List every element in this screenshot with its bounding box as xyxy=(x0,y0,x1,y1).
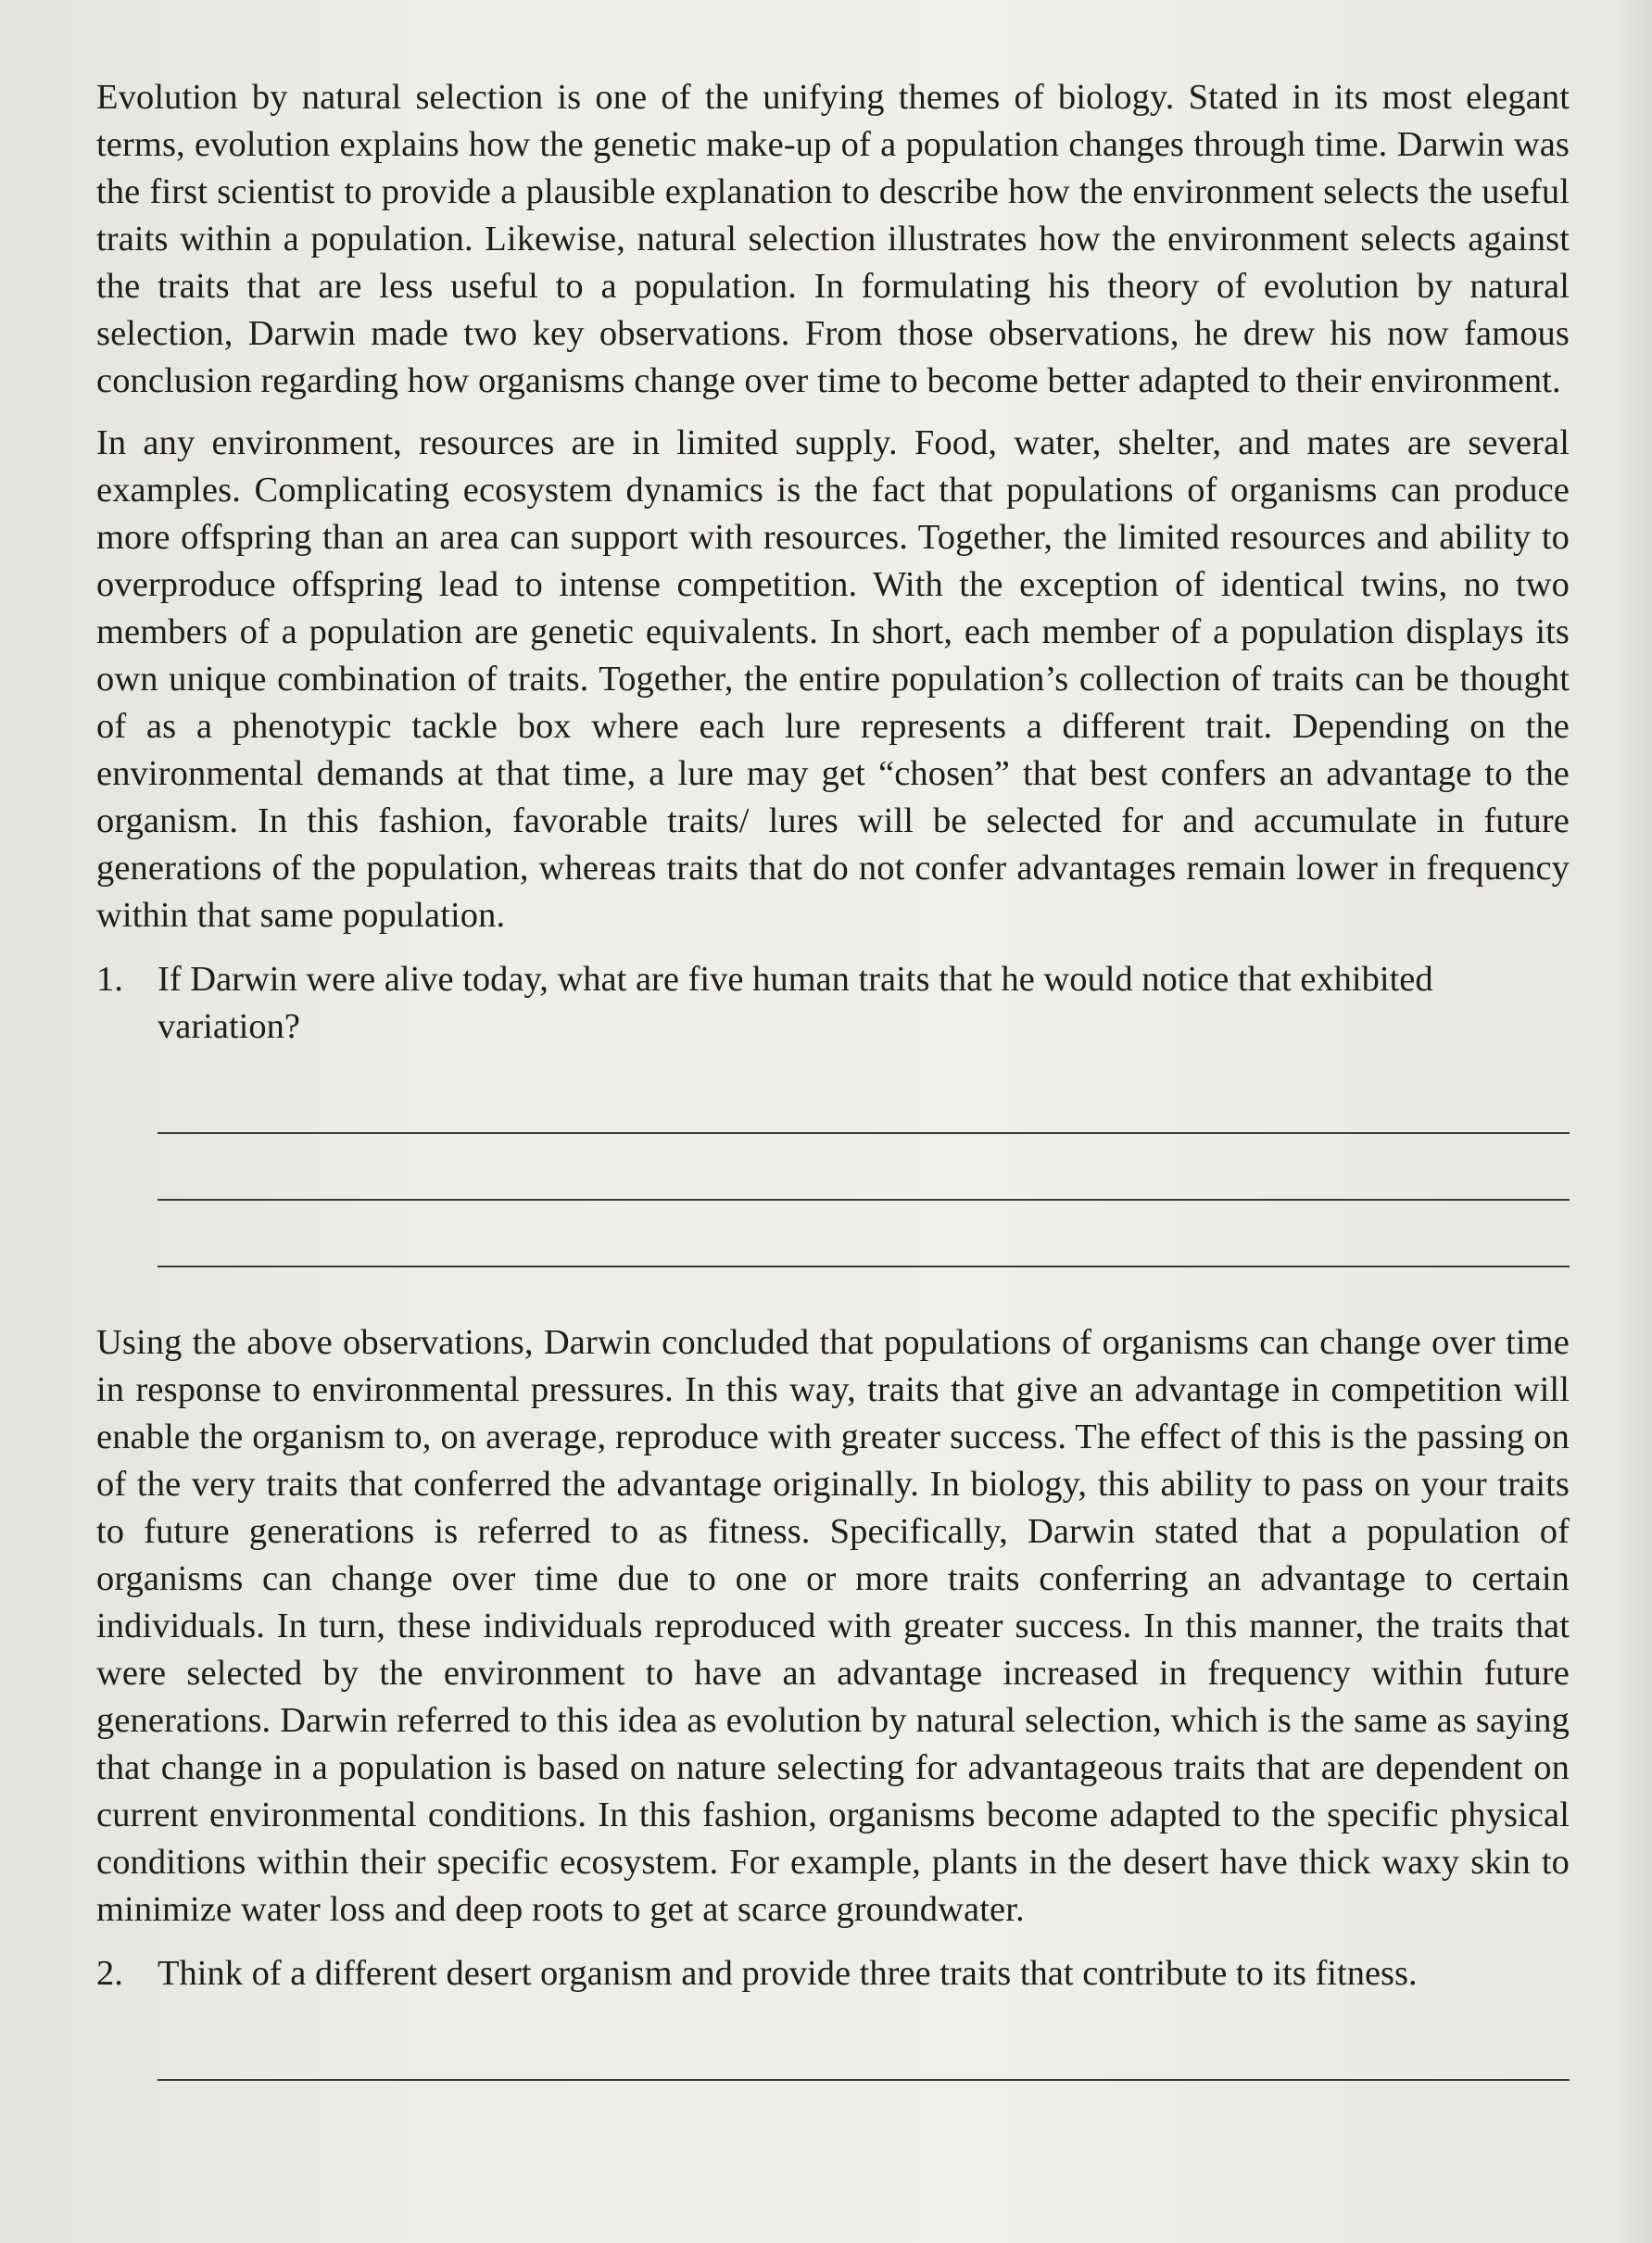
conclusion-paragraph: Using the above observations, Darwin concluded that populations of organisms can change over time in response to environmental pressures. In this way, traits that give an advantage in competition will enable the organism to, on average, reproduce with greater success. The effect of this is the passing on of the very traits that conferred the advantage originally. In biology, this ability to pass on your traits to future generations is referred to as fitness. Specifically, Darwin stated that a population of organisms can change over time due to one or more traits conferring an advantage to certain individuals. In turn, these individuals reproduced with greater success. In this manner, the traits that were selected by the environment to have an advantage increased in frequency within future generations. Darwin referred to this idea as evolution by natural selection, which is the same as saying that change in a population is based on nature selecting for advantageous traits that are dependent on current environmental conditions. In this fashion, organisms become adapted to the specific physical conditions within their specific ecosystem. For example, plants in the desert have thick waxy skin to minimize water loss and deep roots to get at scarce groundwater. xyxy=(96,1323,1570,1929)
worksheet-content xyxy=(96,74,1570,2081)
page-edge-shadow xyxy=(1615,0,1652,2243)
question-1-number: 1. xyxy=(96,960,123,999)
intro-paragraph: Evolution by natural selection is one of the unifying themes of biology. Stated in its most elegant terms, evolution explains how the genetic make-up of a population changes through time. Darwin was the first scientist to provide a plausible explanation to describe how the environment selects the useful traits within a population. Likewise, natural selection illustrates how the environment selects against the traits that are less useful to a population. In formulating his theory of evolution by natural selection, Darwin made two key observations. From those observations, he drew his now famous conclusion regarding how organisms change over time to become better adapted to their environment. xyxy=(96,78,1570,400)
question-1-answer-area xyxy=(158,1067,1570,1267)
question-2-answer-area xyxy=(158,2014,1570,2081)
answer-line[interactable] xyxy=(158,1201,1570,1267)
question-2-number: 2. xyxy=(96,1954,123,1993)
answer-line[interactable] xyxy=(158,1067,1570,1134)
answer-line[interactable] xyxy=(158,2014,1570,2081)
question-2-text: Think of a different desert organism and provide three traits that contribute to its fitness. xyxy=(158,1954,1418,1993)
observations-paragraph: In any environment, resources are in limited supply. Food, water, shelter, and mates are several examples. Complicating ecosystem dynamics is the fact that populations of organisms can produce more offspring than an area can support with resources. Together, the limited resources and ability to overproduce offspring lead to intense competition. With the exception of identical twins, no two members of a population are genetic equivalents. In short, each member of a population displays its own unique combination of traits. Together, the entire population’s collection of traits can be thought of as a phenotypic tackle box where each lure represents a different trait. Depending on the environmental demands at that time, a lure may get “chosen” that best confers an advantage to the organism. In this fashion, favorable traits/ lures will be selected for and accumulate in future generations of the population, whereas traits that do not confer advantages remain lower in frequency within that same population. xyxy=(96,423,1570,935)
question-1-text: If Darwin were alive today, what are five human traits that he would notice that exhibited variation? xyxy=(158,960,1433,1046)
question-1 xyxy=(96,956,1570,1051)
question-2 xyxy=(96,1950,1570,1997)
answer-line[interactable] xyxy=(158,1134,1570,1201)
